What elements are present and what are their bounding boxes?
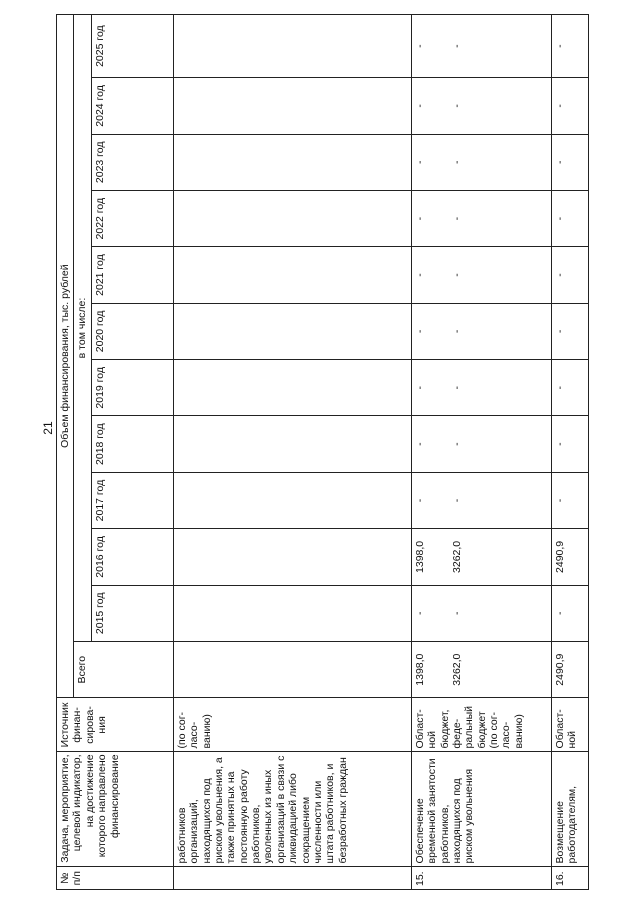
row-value (173, 472, 411, 528)
row-task: Возмещение работодателям, (551, 752, 588, 867)
row-value (173, 360, 411, 416)
row-total (173, 641, 411, 697)
header-year-2018: 2018 год (91, 416, 173, 472)
row-value: - (551, 585, 588, 641)
header-year-2019: 2019 год (91, 360, 173, 416)
row-task: работников организаций, находящихся под риском увольнения, а также принятых на постоянную работу работников, уволенных из иных организаций в связи с ликвидацией либо сокращением численности или штата работников, и безработных граждан (173, 752, 411, 867)
row-value: - - (411, 78, 551, 134)
header-year-2024: 2024 год (91, 78, 173, 134)
row-value (173, 247, 411, 303)
row-value: - - (411, 134, 551, 190)
header-year-2017: 2017 год (91, 472, 173, 528)
header-year-2020: 2020 год (91, 303, 173, 359)
row-value (173, 416, 411, 472)
row-total: 2490,9 (551, 641, 588, 697)
row-value: - - (411, 15, 551, 78)
header-including: в том числе: (74, 15, 91, 642)
row-total: 1398,0 3262,0 (411, 641, 551, 697)
header-year-2022: 2022 год (91, 190, 173, 246)
rotated-table-sheet (56, 14, 601, 890)
financing-table (56, 14, 589, 890)
header-year-2016: 2016 год (91, 529, 173, 585)
row-value (173, 529, 411, 585)
row-value (173, 303, 411, 359)
row-value: - - (411, 247, 551, 303)
table-row (173, 15, 411, 890)
row-value: - (551, 416, 588, 472)
row-value: - (551, 134, 588, 190)
header-year-2021: 2021 год (91, 247, 173, 303)
row-value: - (551, 15, 588, 78)
row-num: 16. (551, 867, 588, 890)
header-num: № п/п (57, 867, 174, 890)
header-year-2025: 2025 год (91, 15, 173, 78)
row-source: Област-ной бюджет, феде-ральный бюджет (по сог-ласо-ванию) (411, 698, 551, 752)
page-number: 21 (41, 421, 55, 435)
header-financing: Объем финансирования, тыс. рублей (57, 15, 74, 698)
header-source: Источник финан-сирова-ния (57, 698, 174, 752)
header-task: Задача, мероприятие, целевой индикатор, на достижение которого направлено финансирование (57, 752, 174, 867)
row-value (173, 190, 411, 246)
row-value: - (551, 78, 588, 134)
header-total: Всего (74, 641, 173, 697)
row-value: - - (411, 416, 551, 472)
row-task: Обеспечение временной занятости работников, находящихся под риском увольнения (411, 752, 551, 867)
row-num (173, 867, 411, 890)
table-row (411, 15, 551, 890)
row-value: - (551, 472, 588, 528)
header-year-2015: 2015 год (91, 585, 173, 641)
header-year-2023: 2023 год (91, 134, 173, 190)
row-value: 1398,0 3262,0 (411, 529, 551, 585)
row-value (173, 585, 411, 641)
row-value: - (551, 247, 588, 303)
row-source: Област-ной (551, 698, 588, 752)
row-value: 2490,9 (551, 529, 588, 585)
row-value: - - (411, 360, 551, 416)
row-num: 15. (411, 867, 551, 890)
row-value: - (551, 303, 588, 359)
row-value: - - (411, 190, 551, 246)
row-value (173, 134, 411, 190)
row-value: - (551, 360, 588, 416)
row-value: - - (411, 585, 551, 641)
row-value: - (551, 190, 588, 246)
row-source: (по сог-ласо-ванию) (173, 698, 411, 752)
row-value: - - (411, 303, 551, 359)
table-row (551, 15, 588, 890)
row-value (173, 78, 411, 134)
row-value (173, 15, 411, 78)
row-value: - - (411, 472, 551, 528)
